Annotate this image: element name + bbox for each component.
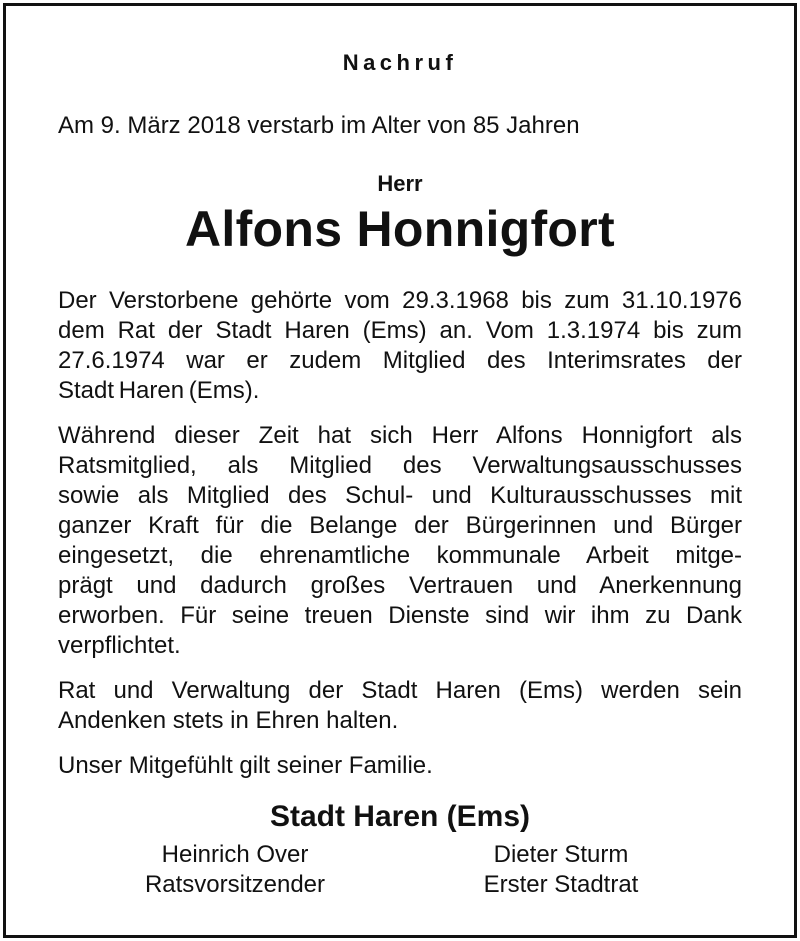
- body-line: Der Verstorbene gehörte vom 29.3.1968 bis zum 31.10.1976: [58, 287, 742, 314]
- paragraph-remembrance: [58, 676, 742, 736]
- signatory-name: Heinrich Over: [161, 841, 309, 868]
- signatory-role: Ratsvorsitzender: [144, 871, 326, 898]
- body-line: prägt und dadurch großes Vertrauen und Anerkennung: [58, 572, 742, 599]
- body-line: sowie als Mitglied des Schul- und Kulturausschusses mit: [58, 482, 742, 509]
- paragraph-condolence: [58, 751, 742, 781]
- body-line: Andenken stets in Ehren halten.: [58, 707, 399, 734]
- deceased-name: Alfons Honnigfort: [184, 201, 615, 257]
- body-line: Stadt Haren (Ems).: [58, 377, 260, 404]
- body-line: erworben. Für seine treuen Dienste sind wir ihm zu Dank: [58, 602, 742, 629]
- paragraph-service: [58, 286, 742, 406]
- body-line: Während dieser Zeit hat sich Herr Alfons Honnigfort als: [58, 422, 742, 449]
- body-line: eingesetzt, die ehrenamtliche kommunale Arbeit mitge-: [58, 542, 742, 569]
- paragraph-merits: [58, 421, 742, 661]
- signoff-organization: Stadt Haren (Ems): [269, 800, 531, 833]
- notice-heading: Nachruf: [342, 50, 458, 75]
- notice-body: [58, 286, 742, 796]
- body-line: dem Rat der Stadt Haren (Ems) an. Vom 1.3.1974 bis zum: [58, 317, 742, 344]
- death-announcement: Am 9. März 2018 verstarb im Alter von 85 Jahren: [58, 112, 580, 139]
- signatory-role: Erster Stadtrat: [483, 871, 639, 898]
- signatory-right: [436, 840, 686, 900]
- body-line: 27.6.1974 war er zudem Mitglied des Interimsrates der: [58, 347, 742, 374]
- signatory-name: Dieter Sturm: [493, 841, 629, 868]
- body-line: Rat und Verwaltung der Stadt Haren (Ems) werden sein: [58, 677, 742, 704]
- body-line: ganzer Kraft für die Belange der Bürgerinnen und Bürger: [58, 512, 742, 539]
- body-line: Ratsmitglied, als Mitglied des Verwaltungsausschusses: [58, 452, 742, 479]
- honorific: Herr: [377, 171, 423, 196]
- body-line: Unser Mitgefühlt gilt seiner Familie.: [58, 752, 433, 779]
- body-line: verpflichtet.: [58, 632, 181, 659]
- signatory-left: [110, 840, 360, 900]
